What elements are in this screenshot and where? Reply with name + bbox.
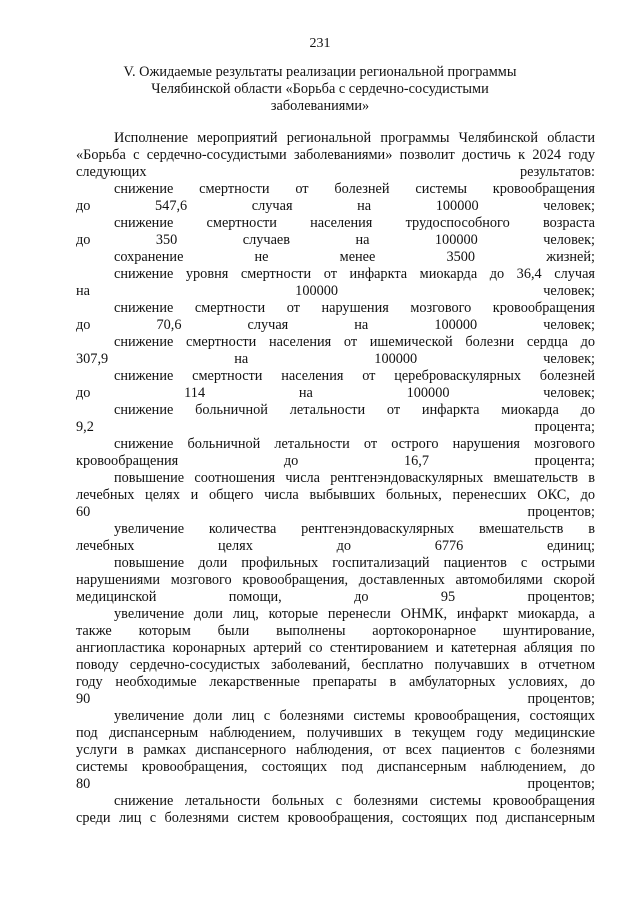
text-line: увеличение доли лиц с болезнями системы кровообращения, состоящих xyxy=(114,708,595,724)
page-number: 231 xyxy=(309,36,331,51)
text-line: до 547,6 случая на 100000 человек; xyxy=(76,198,595,214)
text-line: следующих результатов: xyxy=(76,164,595,180)
list-item xyxy=(76,368,595,402)
text-line: снижение смертности населения трудоспособного возраста xyxy=(114,215,595,231)
text-line: ангиопластика коронарных артерий со стентированием и катетерная абляция по xyxy=(76,640,595,656)
text-line: 307,9 на 100000 человек; xyxy=(76,351,595,367)
text-line: снижение летальности больных с болезнями системы кровообращения xyxy=(114,793,595,809)
text-line: сохранение не менее 3500 жизней; xyxy=(114,249,595,265)
text-line: 60 процентов; xyxy=(76,504,595,520)
text-line: системы кровообращения, состоящих под диспансерным наблюдением, до xyxy=(76,759,595,775)
text-line: до 350 случаев на 100000 человек; xyxy=(76,232,595,248)
text-line: увеличение количества рентгенэндоваскулярных вмешательств в xyxy=(114,521,595,537)
heading-line: V. Ожидаемые результаты реализации региональной программы xyxy=(123,64,517,80)
document-body xyxy=(76,130,595,827)
list-item xyxy=(76,300,595,334)
list-item xyxy=(76,402,595,436)
text-line: «Борьба с сердечно-сосудистыми заболеваниями» позволит достичь к 2024 году xyxy=(76,147,595,163)
list-item xyxy=(76,334,595,368)
text-line: снижение смертности от болезней системы кровообращения xyxy=(114,181,595,197)
text-line: среди лиц с болезнями систем кровообращения, состоящих под диспансерным xyxy=(76,810,595,826)
text-line: медицинской помощи, до 95 процентов; xyxy=(76,589,595,605)
list-item xyxy=(76,436,595,470)
text-line: снижение смертности населения от ишемической болезни сердца до xyxy=(114,334,595,350)
text-line: на 100000 человек; xyxy=(76,283,595,299)
list-item xyxy=(76,249,595,266)
text-line: 90 процентов; xyxy=(76,691,595,707)
text-line: снижение смертности от нарушения мозгового кровообращения xyxy=(114,300,595,316)
text-line: услуги в рамках диспансерного наблюдения, от всех пациентов с болезнями xyxy=(76,742,595,758)
text-line: увеличение доли лиц, которые перенесли ОНМК, инфаркт миокарда, а xyxy=(114,606,595,622)
heading-line: заболеваниями» xyxy=(270,98,370,114)
list-item xyxy=(76,181,595,215)
text-line: Исполнение мероприятий региональной программы Челябинской области xyxy=(114,130,595,146)
text-line: до 114 на 100000 человек; xyxy=(76,385,595,401)
list-item xyxy=(76,793,595,827)
list-item xyxy=(76,708,595,793)
section-heading xyxy=(100,64,540,115)
intro-paragraph xyxy=(76,130,595,181)
text-line: снижение больничной летальности от острого нарушения мозгового xyxy=(114,436,595,452)
text-line: под диспансерным наблюдением, получивших в текущем году медицинские xyxy=(76,725,595,741)
list-item xyxy=(76,521,595,555)
text-line: лечебных целях и общего числа выбывших больных, перенесших ОКС, до xyxy=(76,487,595,503)
text-line: снижение смертности населения от цереброваскулярных болезней xyxy=(114,368,595,384)
text-line: лечебных целях до 6776 единиц; xyxy=(76,538,595,554)
text-line: до 70,6 случая на 100000 человек; xyxy=(76,317,595,333)
list-item xyxy=(76,266,595,300)
text-line: снижение больничной летальности от инфаркта миокарда до xyxy=(114,402,595,418)
list-item xyxy=(76,606,595,708)
text-line: году необходимые лекарственные препараты в амбулаторных условиях, до xyxy=(76,674,595,690)
text-line: также которым были выполнены аортокоронарное шунтирование, xyxy=(76,623,595,639)
text-line: нарушениями мозгового кровообращения, доставленных автомобилями скорой xyxy=(76,572,595,588)
text-line: снижение уровня смертности от инфаркта миокарда до 36,4 случая xyxy=(114,266,595,282)
text-line: поводу сердечно-сосудистых заболеваний, бесплатно получавших в отчетном xyxy=(76,657,595,673)
heading-line: Челябинской области «Борьба с сердечно-сосудистыми xyxy=(151,81,489,97)
text-line: 80 процентов; xyxy=(76,776,595,792)
text-line: кровообращения до 16,7 процента; xyxy=(76,453,595,469)
list-item xyxy=(76,470,595,521)
list-item xyxy=(76,555,595,606)
text-line: повышение доли профильных госпитализаций пациентов с острыми xyxy=(114,555,595,571)
text-line: повышение соотношения числа рентгенэндоваскулярных вмешательств в xyxy=(114,470,595,486)
text-line: 9,2 процента; xyxy=(76,419,595,435)
list-item xyxy=(76,215,595,249)
